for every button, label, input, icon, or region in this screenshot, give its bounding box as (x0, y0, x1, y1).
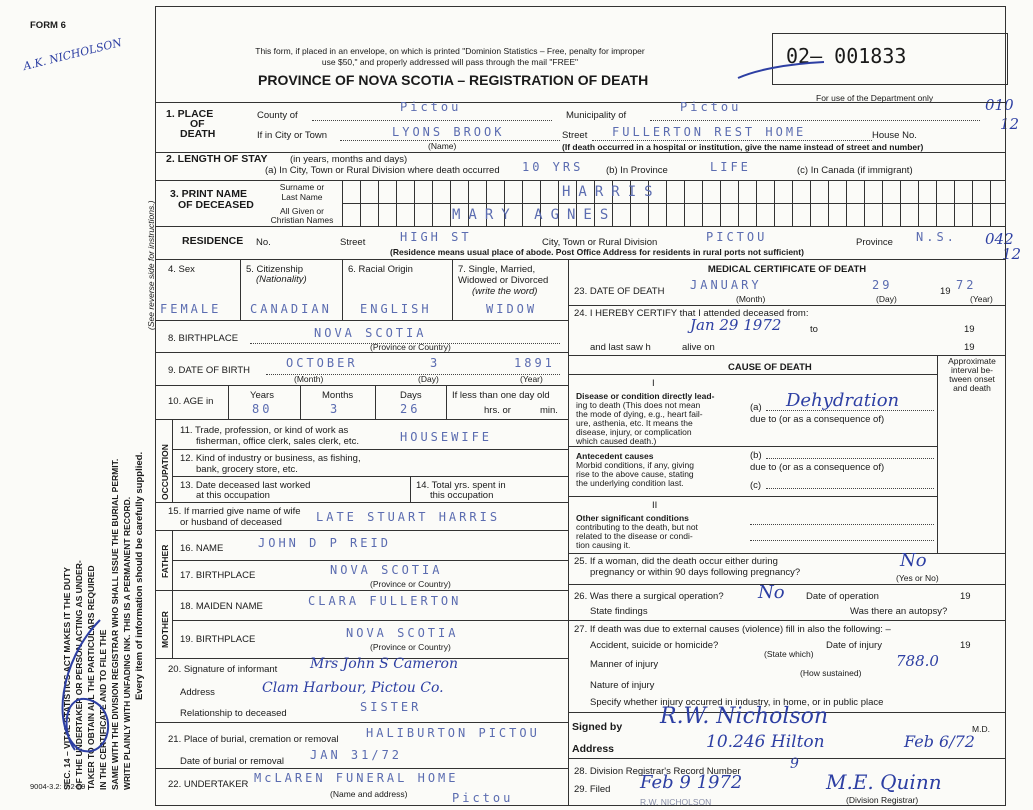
informant-address: Clam Harbour, Pictou Co. (262, 680, 444, 696)
dob-day-value: 3 (430, 356, 441, 370)
bottom-stamp-name: R.W. NICHOLSON (640, 797, 712, 807)
physician-address: 10.246 Hilton (706, 732, 825, 752)
racial-origin-value: ENGLISH (360, 302, 432, 316)
dob-year-value: 1891 (514, 356, 555, 370)
cause-title: CAUSE OF DEATH (728, 362, 812, 373)
record-number-value: 9 (790, 756, 799, 772)
dept-use-label: For use of the Department only (816, 93, 934, 103)
marital-status-value: WIDOW (486, 302, 538, 316)
undertaker-value: McLAREN FUNERAL HOME (254, 771, 459, 785)
birthplace-value: NOVA SCOTIA (314, 326, 427, 340)
occupation-value: HOUSEWIFE (400, 430, 493, 444)
cause-a-value: Dehydration (786, 390, 900, 411)
q26-value: No (758, 582, 785, 603)
dept-code-2: 12 (1000, 115, 1020, 133)
physician-address-date: Feb 6/72 (904, 732, 975, 751)
father-name-value: JOHN D P REID (258, 536, 391, 550)
age-days-value: 26 (400, 402, 421, 416)
mailing-notice-line-2: use $50," and properly addressed will pass through the mail "FREE" (321, 57, 579, 67)
death-year-value: 72 (956, 278, 977, 292)
occupation-side-label: OCCUPATION (160, 444, 170, 500)
manner-injury-value: 788.0 (896, 652, 939, 670)
informant-signature: Mrs John S Cameron (310, 656, 458, 672)
death-month-value: JANUARY (690, 278, 762, 292)
mother-side-label: MOTHER (160, 611, 170, 648)
form-number: FORM 6 (30, 20, 66, 31)
given-names-value: MARY AGNES (452, 207, 617, 223)
burial-date-value: JAN 31/72 (310, 748, 403, 762)
mother-birthplace-value: NOVA SCOTIA (346, 626, 459, 640)
father-birthplace-value: NOVA SCOTIA (330, 563, 443, 577)
filed-date-value: Feb 9 1972 (640, 772, 743, 793)
death-day-value: 29 (872, 278, 893, 292)
registration-number: 02– 001833 (786, 44, 907, 68)
street-value: FULLERTON REST HOME (612, 125, 807, 139)
municipality-value: Pictou (680, 100, 742, 114)
residence-city-value: PICTOU (706, 230, 768, 244)
residence-province-value: N.S. (916, 230, 957, 244)
dept-code-3: 042 (985, 230, 1014, 248)
stay-city-value: 10 YRS (522, 160, 584, 174)
medical-title: MEDICAL CERTIFICATE OF DEATH (707, 264, 867, 275)
form-title: PROVINCE OF NOVA SCOTIA – REGISTRATION OF DEATH (258, 72, 649, 88)
father-side-label: FATHER (160, 544, 170, 578)
sex-value: FEMALE (160, 302, 222, 316)
margin-pen-scribble (40, 600, 150, 760)
dept-code-1: 010 (985, 96, 1014, 114)
attended-from-value: Jan 29 1972 (690, 316, 782, 334)
burial-place-value: HALIBURTON PICTOU (366, 726, 540, 740)
margin-handwriting: A.K. NICHOLSON (21, 35, 124, 74)
relationship-value: SISTER (360, 700, 422, 714)
surname-value: HARRIS (562, 184, 661, 200)
county-value: Pictou (400, 100, 462, 114)
citizenship-value: CANADIAN (250, 302, 332, 316)
age-months-value: 3 (330, 402, 341, 416)
physician-signature: R.W. Nicholson (660, 704, 829, 729)
city-value: LYONS BROOK (392, 125, 505, 139)
registrar-signature: M.E. Quinn (826, 770, 942, 794)
age-years-value: 80 (252, 402, 273, 416)
spouse-value: LATE STUART HARRIS (316, 510, 501, 524)
mailing-notice-line-1: This form, if placed in an envelope, on which is printed "Dominion Statistics – Free, penalty for improper (255, 46, 645, 56)
form-code: 9004-3.2: 5-2-69 (30, 782, 86, 791)
pen-mark (736, 60, 826, 82)
dob-month-value: OCTOBER (286, 356, 358, 370)
dept-code-4: 12 (1002, 245, 1022, 263)
undertaker-value-2: Pictou (452, 791, 514, 805)
residence-street-value: HIGH ST (400, 230, 472, 244)
stay-province-value: LIFE (710, 160, 751, 174)
mother-maiden-value: CLARA FULLERTON (308, 594, 462, 608)
q25-value: No (900, 550, 927, 571)
